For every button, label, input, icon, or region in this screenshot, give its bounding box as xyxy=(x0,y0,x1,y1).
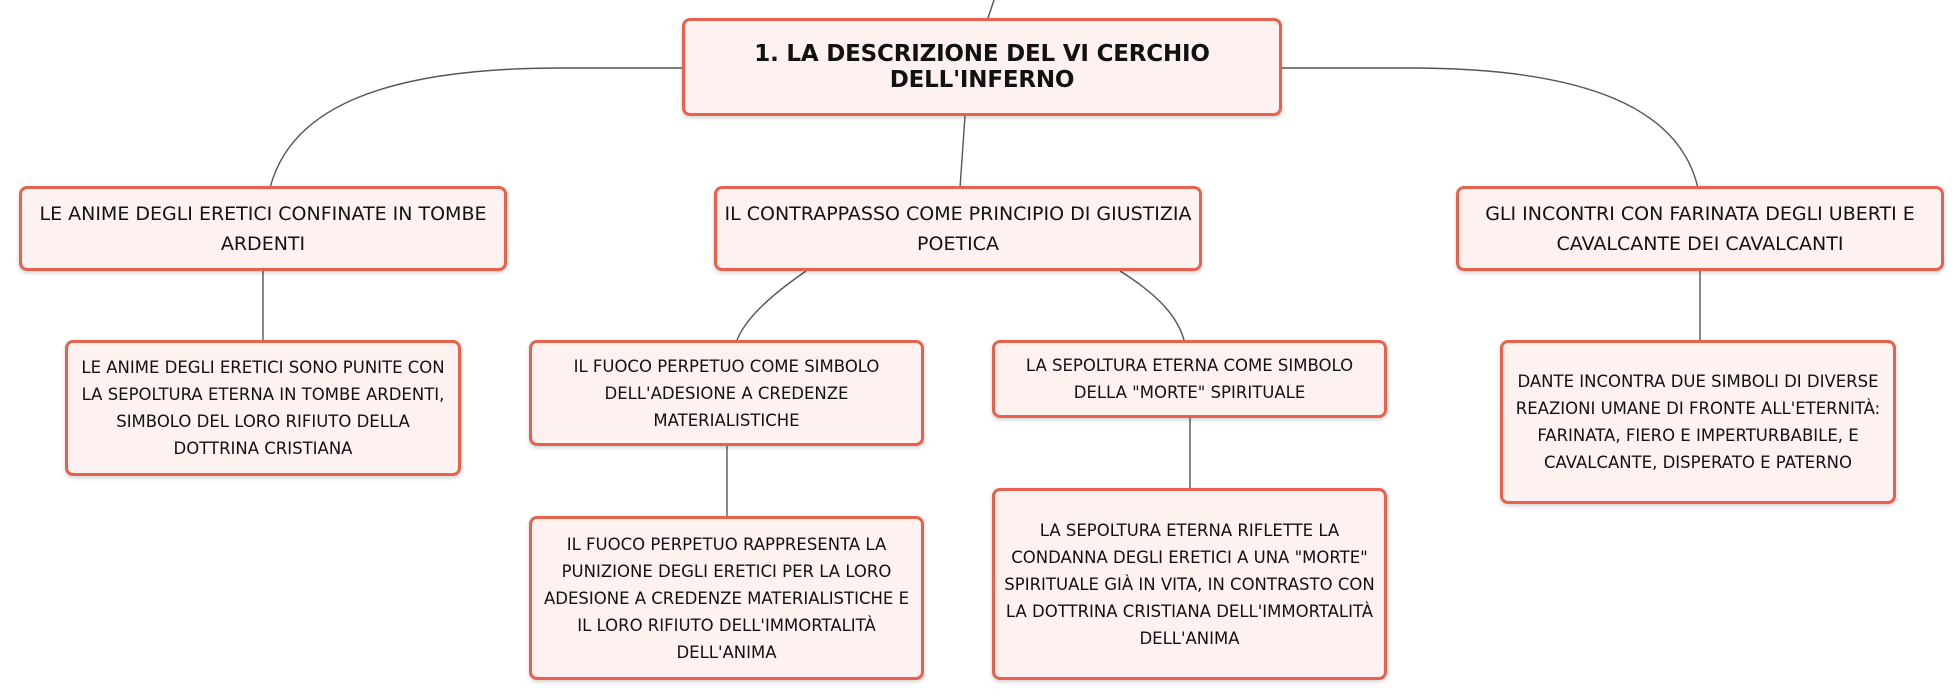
detail-node-label: DANTE INCONTRA DUE SIMBOLI DI DIVERSE REAZIONI UMANE DI FRONTE ALL'ETERNITÀ: FARINATA, FIERO E IMPERTURBABILE, E CAVALCANTE, DISPERATO E PATERNO xyxy=(1515,372,1881,472)
branch-node-contrappasso[interactable] xyxy=(714,186,1202,271)
detail-node-fuoco-rappresenta[interactable] xyxy=(529,516,924,680)
branch-node-label: GLI INCONTRI CON FARINATA DEGLI UBERTI E CAVALCANTE DEI CAVALCANTI xyxy=(1485,202,1915,255)
branch-node-label: IL CONTRAPPASSO COME PRINCIPIO DI GIUSTIZIA POETICA xyxy=(724,202,1192,255)
connector-root-branch-1 xyxy=(270,68,682,188)
subtopic-node-label: LA SEPOLTURA ETERNA COME SIMBOLO DELLA "MORTE" SPIRITUALE xyxy=(1025,356,1354,402)
detail-node-label: LA SEPOLTURA ETERNA RIFLETTE LA CONDANNA DEGLI ERETICI A UNA "MORTE" SPIRITUALE GIÀ IN VITA, IN CONTRASTO CON LA DOTTRINA CRISTIANA DELL'IMMORTALITÀ DELL'ANIMA xyxy=(1004,520,1375,648)
detail-node-label: LE ANIME DEGLI ERETICI SONO PUNITE CON LA SEPOLTURA ETERNA IN TOMBE ARDENTI, SIMBOLO DEL LORO RIFIUTO DELLA DOTTRINA CRISTIANA xyxy=(81,358,445,458)
connector-branch-2-child-1 xyxy=(737,271,806,340)
detail-node-dante-incontra[interactable] xyxy=(1500,340,1896,504)
detail-node-label: IL FUOCO PERPETUO RAPPRESENTA LA PUNIZIONE DEGLI ERETICI PER LA LORO ADESIONE A CREDENZE MATERIALISTICHE E IL LORO RIFIUTO DELL'IMMORTALITÀ DELL'ANIMA xyxy=(543,534,909,662)
detail-node-sepoltura-riflette[interactable] xyxy=(992,488,1387,680)
root-node[interactable] xyxy=(682,18,1282,116)
subtopic-node-label: IL FUOCO PERPETUO COME SIMBOLO DELL'ADESIONE A CREDENZE MATERIALISTICHE xyxy=(573,356,880,430)
connector-root-branch-2 xyxy=(960,116,965,188)
connector-branch-2-child-2 xyxy=(1120,271,1184,340)
connector-root-parent xyxy=(988,0,994,18)
subtopic-node-sepoltura-eterna[interactable] xyxy=(992,340,1387,418)
detail-node-punite-tombe[interactable] xyxy=(65,340,461,476)
branch-node-label: LE ANIME DEGLI ERETICI CONFINATE IN TOMBE ARDENTI xyxy=(39,202,487,255)
branch-node-incontri[interactable] xyxy=(1456,186,1944,271)
connector-root-branch-3 xyxy=(1282,68,1698,188)
subtopic-node-fuoco-perpetuo[interactable] xyxy=(529,340,924,446)
root-node-label: 1. LA DESCRIZIONE DEL VI CERCHIO DELL'INFERNO xyxy=(754,41,1210,93)
branch-node-anime-eretici[interactable] xyxy=(19,186,507,271)
